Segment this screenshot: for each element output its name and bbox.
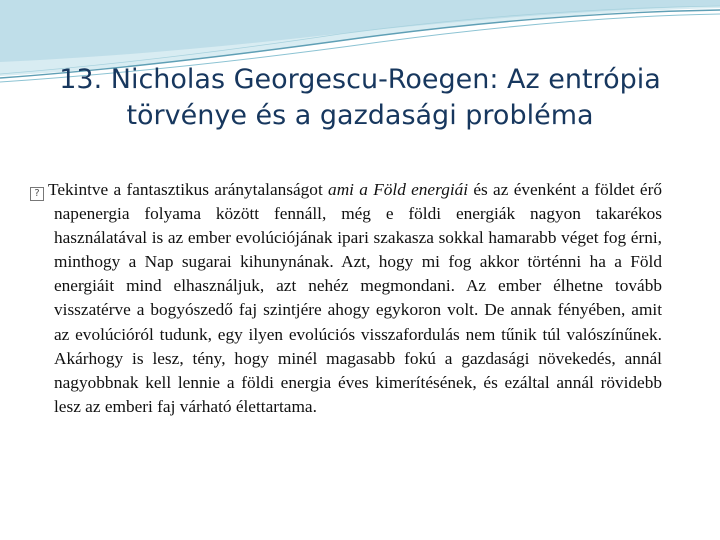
missing-glyph-box-icon: ? [30,187,44,201]
slide-title: 13. Nicholas Georgescu-Roegen: Az entrópia törvénye és a gazdasági probléma [59,64,661,131]
paragraph-text-2: és az évenként a földet érő napenergia folyama között fennáll, még e földi energiák nagyon takarékos használatával is az ember evolúciójának ipari szakasza sokkal hamarabb véget fog érni, minthogy a Nap sugarai kihunynának. Azt, hogy mi fog akkor történni ha a Föld energiáit mind elhasználjuk, azt nehéz megmondani. Az ember élhetne tovább visszatérve a bogyószedő faj szintjére ahogy egykoron volt. De annak fényében, amit az evolúcióról tudunk, egy ilyen evolúciós visszafordulás nem tűnik túl valószínűnek. Akárhogy is lesz, tény, hogy minél magasabb fokú a gazdasági növekedés, annál nagyobbnak kell lennie a földi energia éves kimerítésének, és ezáltal annál rövidebb lesz az emberi faj várható élettartama. [54,180,662,416]
paragraph-text-italic: ami a Föld energiái [328,180,469,199]
body-paragraph [30,178,662,419]
paragraph-text-1: Tekintve a fantasztikus aránytalanságot [48,180,329,199]
slide-body [30,178,662,419]
